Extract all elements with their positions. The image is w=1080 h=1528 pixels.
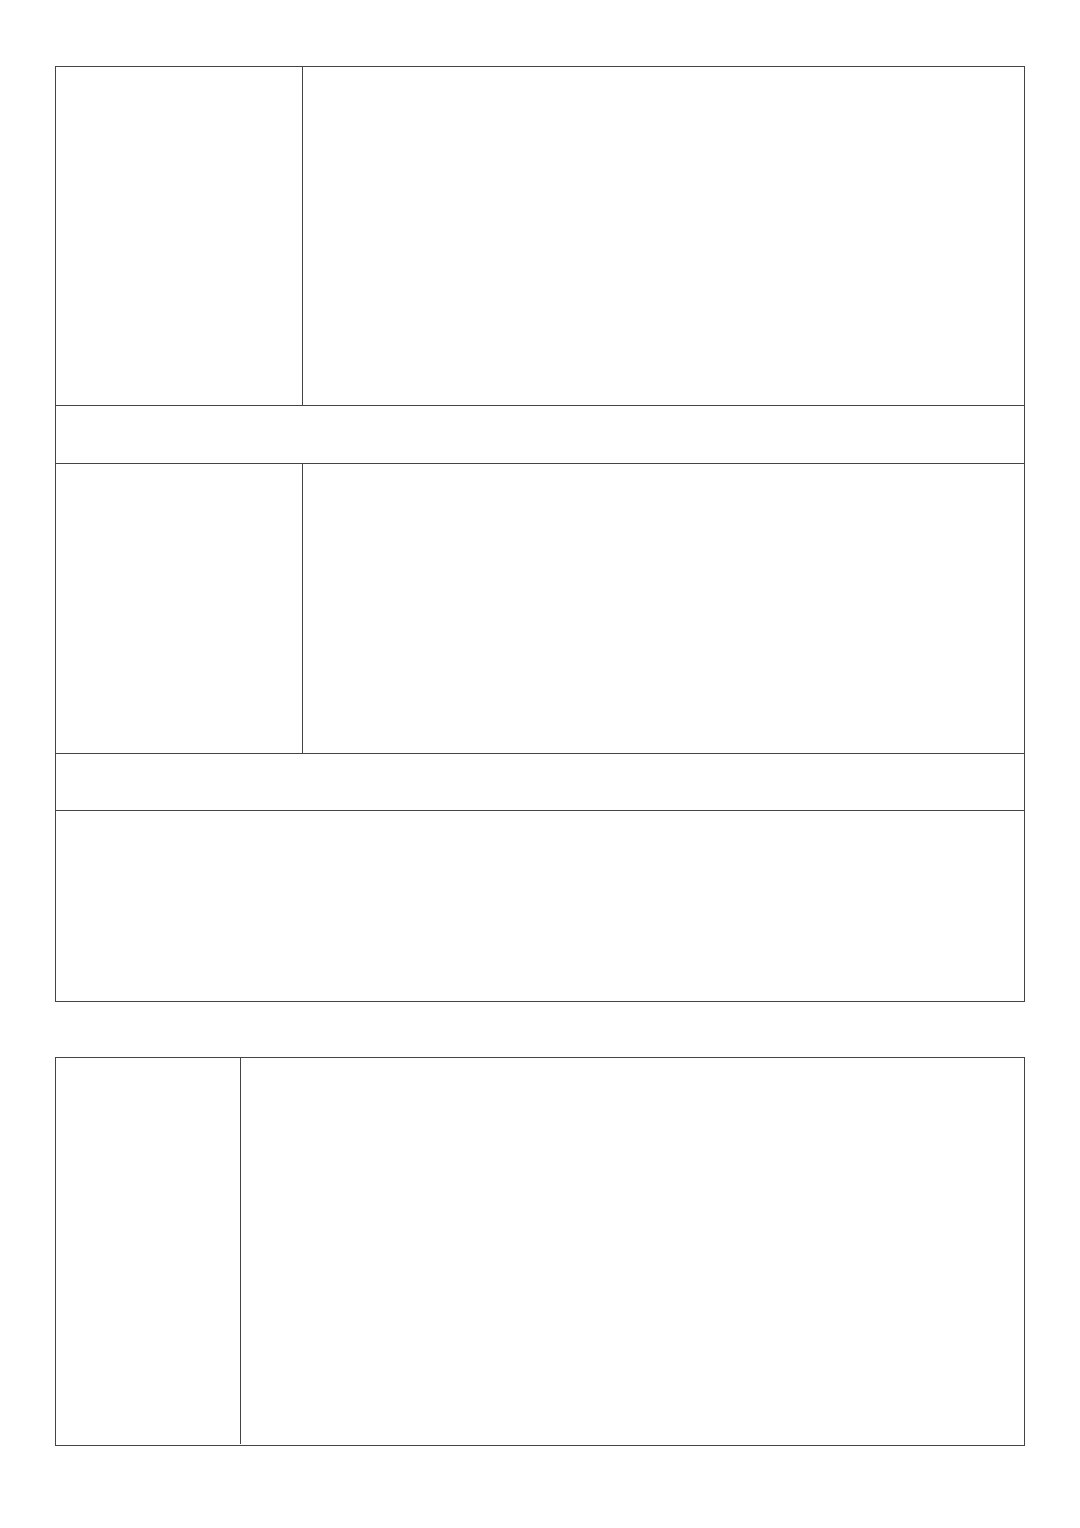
example-content <box>56 811 76 1001</box>
empty-label-cell <box>56 67 303 405</box>
formula-content <box>303 67 323 405</box>
formula-row <box>56 67 1024 406</box>
example-header-row <box>56 754 1024 811</box>
error-row <box>56 464 1024 754</box>
error-label-cell <box>56 464 303 753</box>
example-row <box>56 811 1024 1001</box>
knowledge-table <box>55 66 1025 1002</box>
core-points-row <box>56 1058 1024 1444</box>
error-content <box>303 464 323 753</box>
warning-header-row <box>56 406 1024 464</box>
core-points-table <box>55 1057 1025 1446</box>
core-label-cell <box>56 1058 241 1444</box>
core-content <box>241 1058 259 1444</box>
